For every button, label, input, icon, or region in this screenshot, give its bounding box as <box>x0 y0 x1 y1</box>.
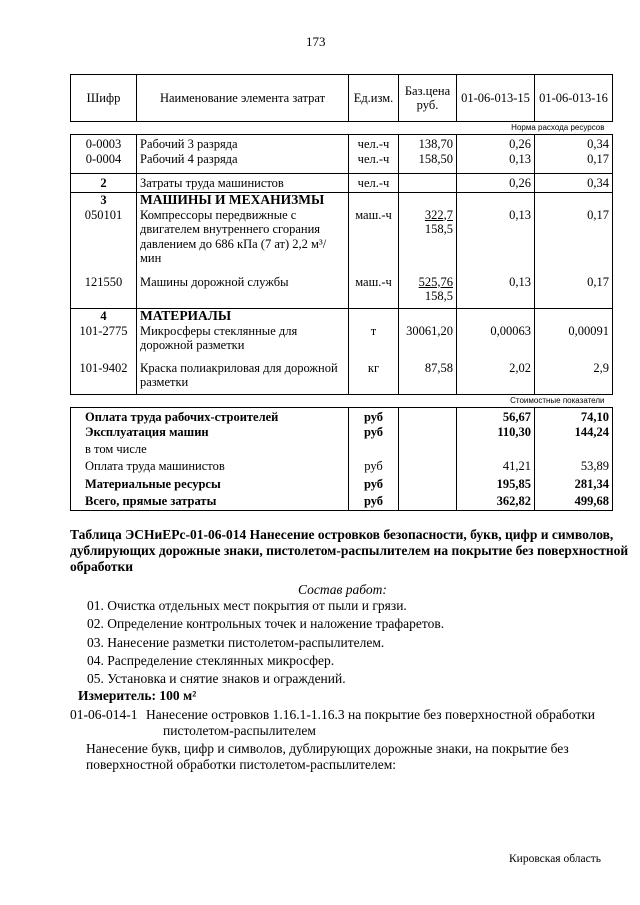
row-unit: чел.-ч <box>349 135 399 152</box>
cost-label-row <box>71 395 613 408</box>
resource-table <box>70 74 613 511</box>
row-name: Микросферы стеклянные для дорожной разметки <box>137 324 349 361</box>
row-price-top: 525,76 <box>418 274 453 289</box>
total-v2 <box>535 442 613 459</box>
total-unit: руб <box>349 408 399 425</box>
caption-line1: Таблица ЭСНиЕРс-01-06-014 Нанесение островков безопасности, букв, цифр и символов, <box>70 527 614 542</box>
table-row <box>71 361 613 395</box>
table-row <box>71 174 613 193</box>
totals-row <box>71 477 613 494</box>
row-v2: 0,34 <box>535 174 613 193</box>
row-v2: 0,00091 <box>535 324 613 361</box>
row-name: Рабочий 4 разряда <box>137 152 349 174</box>
row-unit: маш.-ч <box>349 208 399 275</box>
row-v2: 0,17 <box>535 208 613 275</box>
row-v2: 0,34 <box>535 135 613 152</box>
total-unit: руб <box>349 425 399 442</box>
header-col2: 01-06-013-16 <box>535 75 613 122</box>
header-unit: Ед.изм. <box>349 75 399 122</box>
total-v1: 41,21 <box>457 459 535 477</box>
row-code: 0-0004 <box>71 152 137 174</box>
row-v1: 2,02 <box>457 361 535 395</box>
totals-row <box>71 459 613 477</box>
caption-line2: дублирующих дорожные знаки, пистолетом-распылителем на покрытие без поверхностной <box>70 543 629 558</box>
caption-line3: обработки <box>70 559 134 574</box>
row-unit: чел.-ч <box>349 174 399 193</box>
row-v2: 2,9 <box>535 361 613 395</box>
row-price <box>399 275 457 309</box>
section-code: 3 <box>71 193 137 208</box>
section-title: МАТЕРИАЛЫ <box>137 309 349 324</box>
total-name: Всего, прямые затраты <box>71 494 349 511</box>
entry-line2: пистолетом-распылителем <box>163 723 316 738</box>
row-unit: чел.-ч <box>349 152 399 174</box>
row-v2: 0,17 <box>535 152 613 174</box>
total-name: Эксплуатация машин <box>71 425 349 442</box>
header-name: Наименование элемента затрат <box>137 75 349 122</box>
row-unit: т <box>349 324 399 361</box>
norm-label-row <box>71 122 613 135</box>
row-unit: кг <box>349 361 399 395</box>
norm-label: Норма расхода ресурсов <box>71 122 613 135</box>
table-row <box>71 135 613 152</box>
row-name: Затраты труда машинистов <box>137 174 349 193</box>
row-unit: маш.-ч <box>349 275 399 309</box>
row-v1: 0,13 <box>457 152 535 174</box>
row-price-bottom: 158,5 <box>424 289 453 303</box>
row-v1: 0,13 <box>457 208 535 275</box>
total-unit: руб <box>349 459 399 477</box>
row-price: 158,50 <box>399 152 457 174</box>
table-row <box>71 275 613 309</box>
total-name: Оплата труда рабочих-строителей <box>71 408 349 425</box>
header-price-line1: Баз.цена <box>404 84 451 98</box>
row-code: 2 <box>71 174 137 193</box>
table-row <box>71 324 613 361</box>
entry-line1: Нанесение островков 1.16.1-1.16.3 на покрытие без поверхностной обработки <box>146 707 596 722</box>
row-name-unit: м³/мин <box>140 236 327 265</box>
page-number: 173 <box>306 34 326 49</box>
total-unit: руб <box>349 494 399 511</box>
row-price-top: 322,7 <box>424 207 453 222</box>
row-name <box>137 208 349 275</box>
work-item-2: 02. Определение контрольных точек и наложение трафаретов. <box>87 616 445 631</box>
works-title: Состав работ: <box>298 582 387 597</box>
section-title: МАШИНЫ И МЕХАНИЗМЫ <box>137 193 349 208</box>
work-item-3: 03. Нанесение разметки пистолетом-распылителем. <box>87 635 385 650</box>
total-v1 <box>457 442 535 459</box>
row-name: Краска полиакриловая для дорожной разметки <box>137 361 349 395</box>
row-code: 121550 <box>71 275 137 309</box>
total-v2: 74,10 <box>535 408 613 425</box>
row-price: 87,58 <box>399 361 457 395</box>
row-name: Рабочий 3 разряда <box>137 135 349 152</box>
row-price <box>399 208 457 275</box>
section-code: 4 <box>71 309 137 324</box>
total-v2: 53,89 <box>535 459 613 477</box>
row-price: 138,70 <box>399 135 457 152</box>
section-row <box>71 193 613 208</box>
table-header-row <box>71 75 613 122</box>
total-v1: 362,82 <box>457 494 535 511</box>
note-line1: Нанесение букв, цифр и символов, дублирующих дорожные знаки, на покрытие без <box>86 741 569 756</box>
row-v2: 0,17 <box>535 275 613 309</box>
header-code: Шифр <box>71 75 137 122</box>
section-row <box>71 309 613 324</box>
work-item-4: 04. Распределение стеклянных микросфер. <box>87 653 335 668</box>
row-code: 101-2775 <box>71 324 137 361</box>
totals-row <box>71 425 613 442</box>
row-v1: 0,26 <box>457 174 535 193</box>
table-row <box>71 152 613 174</box>
entry-code: 01-06-014-1 <box>70 707 138 722</box>
note-line2: поверхностной обработки пистолетом-распылителем: <box>86 757 397 772</box>
total-v2: 281,34 <box>535 477 613 494</box>
total-v1: 195,85 <box>457 477 535 494</box>
row-v1: 0,13 <box>457 275 535 309</box>
table-caption <box>70 527 629 575</box>
row-name-text: Компрессоры передвижные с двигателем внутреннего сгорания давлением до 686 кПа (7 ат) 2,2 <box>140 207 321 251</box>
total-v1: 56,67 <box>457 408 535 425</box>
total-unit <box>349 442 399 459</box>
row-code: 0-0003 <box>71 135 137 152</box>
row-price <box>399 174 457 193</box>
total-name: Оплата труда машинистов <box>71 459 349 477</box>
total-unit: руб <box>349 477 399 494</box>
row-name: Машины дорожной службы <box>137 275 349 309</box>
row-price: 30061,20 <box>399 324 457 361</box>
row-v1: 0,00063 <box>457 324 535 361</box>
work-item-5: 05. Установка и снятие знаков и ограждений. <box>87 671 346 686</box>
total-v1: 110,30 <box>457 425 535 442</box>
measure-unit: Измеритель: 100 м² <box>78 688 197 703</box>
header-price-line2: руб. <box>416 98 439 112</box>
total-v2: 144,24 <box>535 425 613 442</box>
row-price-bottom: 158,5 <box>424 222 453 236</box>
totals-row <box>71 442 613 459</box>
row-code: 050101 <box>71 208 137 275</box>
row-v1: 0,26 <box>457 135 535 152</box>
totals-row <box>71 494 613 511</box>
totals-row <box>71 408 613 425</box>
total-v2: 499,68 <box>535 494 613 511</box>
header-price <box>399 75 457 122</box>
cost-label: Стоимостные показатели <box>71 395 613 408</box>
total-name: в том числе <box>71 442 349 459</box>
footer-region: Кировская область <box>509 853 602 865</box>
total-name: Материальные ресурсы <box>71 477 349 494</box>
header-col1: 01-06-013-15 <box>457 75 535 122</box>
row-code: 101-9402 <box>71 361 137 395</box>
work-item-1: 01. Очистка отдельных мест покрытия от пыли и грязи. <box>87 598 407 613</box>
table-row <box>71 208 613 275</box>
